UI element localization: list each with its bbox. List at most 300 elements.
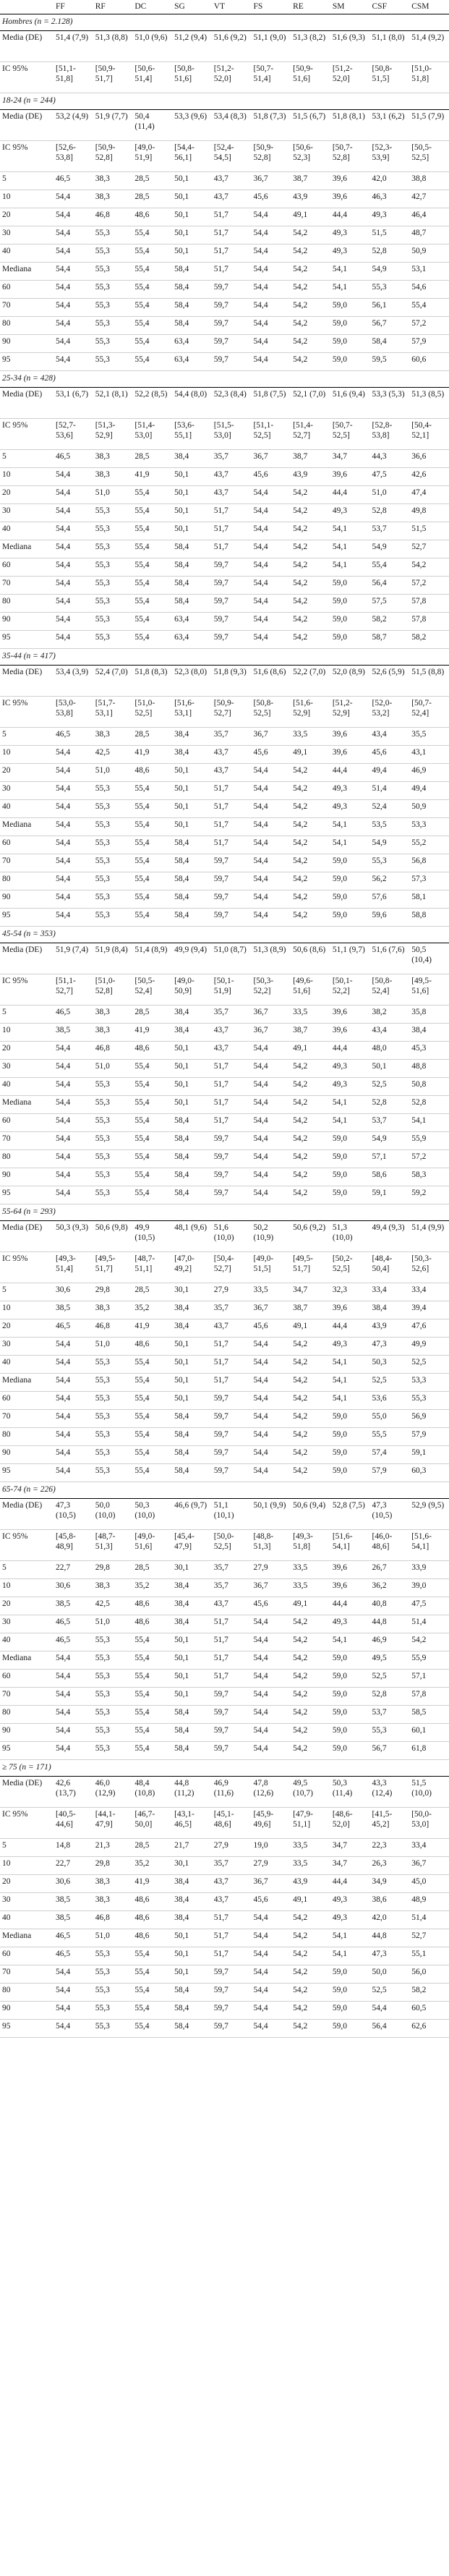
table-cell: 51,7 [212,1114,252,1132]
table-cell: 59,0 [330,1410,370,1428]
row-label: 5 [0,1839,54,1857]
table-cell: [51,1-52,5] [251,419,291,450]
table-cell: 54,2 [291,1464,330,1482]
column-header: FF [54,0,93,14]
table-cell: [51,3-52,9] [93,419,133,450]
table-cell: [50,7-51,4] [251,62,291,93]
table-cell: 54,4 [54,486,93,504]
table-cell: [50,4-52,1] [409,419,449,450]
table-cell: 59,5 [370,353,410,371]
table-row [0,419,449,450]
table-row [0,800,449,818]
table-cell: 55,4 [132,522,172,540]
table-cell: 59,7 [212,1706,252,1724]
table-cell: 51,5 (8,8) [409,666,449,697]
table-cell: 55,3 [93,226,133,245]
table-row [0,2002,449,2020]
table-cell: 46,6 (9,7) [172,1499,212,1530]
table-cell: 54,1 [330,1114,370,1132]
table-cell: 54,4 [54,1410,93,1428]
table-cell: 54,4 [54,281,93,299]
table-row [0,836,449,854]
row-label: 30 [0,1615,54,1633]
table-cell: 33,5 [291,1857,330,1875]
table-cell: 55,4 [370,558,410,577]
table-cell: [52,6-53,8] [54,141,93,172]
table-cell: 39,6 [330,746,370,764]
table-cell: [50,7-52,5] [330,419,370,450]
table-cell: 38,4 [172,728,212,746]
table-cell: 53,3 (5,3) [370,388,410,419]
table-cell: 45,3 [409,1042,449,1060]
table-cell: 33,4 [409,1283,449,1301]
table-cell: 55,4 [132,2020,172,2038]
table-cell: 55,3 [93,1356,133,1374]
table-cell: 50,6 (9,2) [291,1221,330,1252]
table-cell: 51,3 (8,8) [93,31,133,62]
table-cell: [52,0-53,2] [370,697,410,728]
table-cell: 58,4 [172,577,212,595]
table-cell: 55,4 [132,1652,172,1670]
table-cell: 54,4 [251,890,291,909]
table-cell: 47,3 (10,5) [54,1499,93,1530]
table-row [0,1319,449,1338]
table-cell: 55,3 [93,558,133,577]
table-row [0,1078,449,1096]
table-cell: 54,2 [291,317,330,335]
table-cell: 38,5 [54,1597,93,1615]
table-row [0,631,449,649]
section-title: 65-74 (n = 226) [0,1482,449,1499]
table-cell: 47,3 [370,1947,410,1965]
table-cell: 54,4 [251,1060,291,1078]
table-cell: 59,0 [330,1965,370,1984]
table-cell: 54,4 [54,577,93,595]
table-cell: 41,9 [132,1875,172,1893]
table-cell: 54,4 [251,764,291,782]
table-cell: 54,2 [291,782,330,800]
row-label: 30 [0,1060,54,1078]
table-cell: 54,4 [54,1984,93,2002]
table-row [0,1168,449,1186]
table-row [0,1114,449,1132]
table-cell: 43,9 [291,190,330,208]
table-cell: 59,2 [409,1186,449,1204]
table-cell: 56,2 [370,872,410,890]
table-cell: 55,4 [132,1965,172,1984]
table-cell: 54,4 [54,1338,93,1356]
table-cell: 59,6 [370,909,410,927]
table-cell: 42,0 [370,172,410,190]
table-cell: 63,4 [172,335,212,353]
table-cell: 55,4 [132,1392,172,1410]
table-cell: 59,0 [330,299,370,317]
table-cell: 48,6 [132,1615,172,1633]
table-cell: 51,1 (8,0) [370,31,410,62]
table-cell: 55,4 [132,1186,172,1204]
table-cell: 51,3 (8,9) [251,943,291,974]
table-cell: 49,3 [330,1615,370,1633]
table-row [0,1042,449,1060]
row-label: 80 [0,1428,54,1446]
table-cell: 28,5 [132,172,172,190]
table-cell: 54,1 [330,263,370,281]
table-cell: 57,9 [370,1464,410,1482]
table-cell: 28,5 [132,450,172,468]
table-cell: 36,7 [251,172,291,190]
table-cell: 33,5 [291,1006,330,1024]
table-cell: 30,6 [54,1579,93,1597]
table-cell: 46,0 (12,9) [93,1777,133,1808]
table-cell: 53,5 [370,818,410,836]
table-row [0,1633,449,1652]
table-cell: 58,4 [172,2020,212,2038]
table-cell: 59,7 [212,317,252,335]
table-cell: [50,2-52,5] [330,1252,370,1283]
row-label: 95 [0,1464,54,1482]
table-cell: 54,4 [54,746,93,764]
table-cell: 43,7 [212,190,252,208]
table-cell: 51,7 [212,245,252,263]
table-cell: 51,7 [212,1633,252,1652]
table-cell: 54,4 [54,468,93,486]
table-cell: 54,4 [54,1042,93,1060]
table-cell: 55,3 [93,1464,133,1482]
table-cell: 54,4 [251,1652,291,1670]
table-cell: 38,3 [93,450,133,468]
table-cell: 59,7 [212,1428,252,1446]
row-label: 95 [0,1742,54,1760]
table-cell: 50,1 [172,1929,212,1947]
table-cell: 58,4 [172,890,212,909]
table-cell: 49,9 (10,5) [132,1221,172,1252]
table-cell: 59,1 [409,1446,449,1464]
table-cell: [50,1-51,9] [212,974,252,1006]
table-cell: 54,4 [251,1929,291,1947]
table-row [0,504,449,522]
table-cell: 54,1 [330,1374,370,1392]
table-cell: 43,7 [212,1875,252,1893]
table-row [0,1724,449,1742]
table-cell: 51,5 (7,9) [409,110,449,141]
column-header: FS [251,0,291,14]
table-row [0,1561,449,1579]
table-cell: 43,1 [409,746,449,764]
table-cell: 55,4 [132,1374,172,1392]
table-cell: 52,5 [370,1670,410,1688]
table-cell: 54,2 [291,1150,330,1168]
table-row [0,558,449,577]
table-cell: 54,2 [291,1338,330,1356]
table-cell: 54,2 [291,2002,330,2020]
table-cell: 54,4 [251,1356,291,1374]
table-cell: 38,4 [172,1615,212,1633]
table-cell: 51,0 [370,486,410,504]
table-cell: 47,8 (12,6) [251,1777,291,1808]
table-cell: 51,7 [212,1338,252,1356]
table-cell: 54,4 [251,1984,291,2002]
table-cell: 55,4 [132,486,172,504]
row-label: 20 [0,764,54,782]
table-cell: 51,4 [409,1615,449,1633]
table-row [0,31,449,62]
table-cell: 59,7 [212,1392,252,1410]
table-cell: 54,2 [291,764,330,782]
row-label: Mediana [0,1096,54,1114]
table-cell: 55,9 [409,1652,449,1670]
table-cell: 50,5 (10,4) [409,943,449,974]
table-cell: 54,2 [291,263,330,281]
table-cell: 54,2 [291,226,330,245]
row-label: 60 [0,558,54,577]
table-cell: [45,8-48,9] [54,1530,93,1561]
table-cell: [51,7-53,1] [93,697,133,728]
row-label: 5 [0,450,54,468]
section-header-row [0,649,449,666]
table-cell: 38,4 [172,746,212,764]
table-row [0,1839,449,1857]
table-cell: 54,4 [54,1132,93,1150]
table-cell: 39,6 [330,1561,370,1579]
table-row [0,1808,449,1839]
table-cell: 21,7 [172,1839,212,1857]
table-cell: 59,7 [212,595,252,613]
table-cell: 54,4 [54,631,93,649]
table-row [0,728,449,746]
table-cell: 46,5 [54,1615,93,1633]
table-cell: 59,7 [212,2002,252,2020]
table-cell: 54,4 [251,1150,291,1168]
table-cell: 59,0 [330,631,370,649]
table-cell: [51,2-52,0] [212,62,252,93]
table-cell: [50,4-52,7] [212,1252,252,1283]
table-cell: 54,2 [291,800,330,818]
table-cell: 59,7 [212,281,252,299]
table-cell: 59,0 [330,1186,370,1204]
table-cell: 53,1 (6,7) [54,388,93,419]
table-cell: 49,3 [370,208,410,226]
table-cell: 46,5 [54,1929,93,1947]
row-label: IC 95% [0,697,54,728]
table-cell: 36,7 [251,1006,291,1024]
section-header-row [0,14,449,31]
table-cell: 49,4 [370,764,410,782]
table-cell: 51,6 (9,3) [330,31,370,62]
table-cell: 49,3 [330,1060,370,1078]
table-cell: 54,2 [291,854,330,872]
row-label: Mediana [0,263,54,281]
section-title: 45-54 (n = 353) [0,927,449,943]
table-cell: 58,4 [172,1984,212,2002]
table-cell: 48,6 [132,1929,172,1947]
table-cell: 51,0 [93,1060,133,1078]
table-cell: 55,4 [132,854,172,872]
column-header: SG [172,0,212,14]
section-header-row [0,371,449,388]
table-cell: 54,4 [54,558,93,577]
table-cell: 52,3 (8,4) [212,388,252,419]
table-cell: 55,3 [93,818,133,836]
table-row [0,388,449,419]
table-cell: [51,6-54,1] [330,1530,370,1561]
table-cell: 28,5 [132,1283,172,1301]
table-cell: 52,6 (5,9) [370,666,410,697]
table-cell: 55,4 [132,836,172,854]
table-row [0,595,449,613]
table-cell: 54,2 [291,486,330,504]
row-label: IC 95% [0,974,54,1006]
table-cell: 44,8 [370,1615,410,1633]
table-cell: 54,9 [370,1132,410,1150]
table-row [0,1006,449,1024]
table-cell: 52,9 (9,5) [409,1499,449,1530]
table-cell: 54,2 [291,1706,330,1724]
table-row [0,226,449,245]
table-row [0,335,449,353]
table-cell: 55,3 [93,1114,133,1132]
table-cell: 59,7 [212,1984,252,2002]
table-cell: 57,6 [370,890,410,909]
table-cell: 54,9 [370,263,410,281]
table-cell: [50,9-52,8] [93,141,133,172]
table-cell: 58,4 [172,1446,212,1464]
table-cell: 44,4 [330,208,370,226]
table-cell: [50,0-53,0] [409,1808,449,1839]
table-cell: 44,4 [330,486,370,504]
table-cell: 54,4 [54,522,93,540]
table-cell: 55,4 [132,558,172,577]
table-cell: 50,1 [172,782,212,800]
table-cell: 55,4 [132,353,172,371]
table-cell: 55,3 [409,1392,449,1410]
table-cell: 55,3 [93,245,133,263]
row-label: Mediana [0,540,54,558]
table-cell: 28,5 [132,1839,172,1857]
table-cell: 55,4 [132,1688,172,1706]
table-cell: 50,6 (9,4) [291,1499,330,1530]
table-cell: [48,4-50,4] [370,1252,410,1283]
table-cell: 43,3 (12,4) [370,1777,410,1808]
table-cell: 54,2 [291,1356,330,1374]
table-cell: 43,9 [291,468,330,486]
table-row [0,1024,449,1042]
table-cell: 55,3 [93,540,133,558]
table-cell: 58,4 [172,1706,212,1724]
table-cell: 54,4 [54,190,93,208]
table-cell: 54,4 [54,1724,93,1742]
row-label: 95 [0,1186,54,1204]
table-cell: 38,4 [172,450,212,468]
table-cell: 44,3 [370,450,410,468]
table-cell: 38,3 [93,1006,133,1024]
table-cell: 51,7 [212,1670,252,1688]
table-cell: 41,9 [132,1024,172,1042]
table-row [0,486,449,504]
table-cell: 52,8 [370,1096,410,1114]
table-cell: 35,2 [132,1301,172,1319]
table-cell: 53,4 (8,3) [212,110,252,141]
table-cell: 54,4 [54,2002,93,2020]
table-cell: 43,7 [212,1893,252,1911]
table-row [0,1579,449,1597]
table-cell: 54,4 [251,909,291,927]
table-cell: 44,4 [330,1597,370,1615]
table-cell: 22,7 [54,1857,93,1875]
table-cell: 54,4 [54,1356,93,1374]
table-cell: [41,5-45,2] [370,1808,410,1839]
table-cell: 26,3 [370,1857,410,1875]
table-cell: 58,4 [370,335,410,353]
table-cell: 58,2 [409,631,449,649]
table-cell: 54,2 [291,1078,330,1096]
table-cell: 59,7 [212,1168,252,1186]
table-cell: 60,6 [409,353,449,371]
table-cell: 53,3 [409,1374,449,1392]
table-cell: 59,7 [212,2020,252,2038]
table-cell: 51,6 (7,6) [370,943,410,974]
table-cell: 54,2 [291,1446,330,1464]
table-cell: 46,4 [409,208,449,226]
table-cell: 54,4 [251,818,291,836]
table-cell: 54,4 [54,1446,93,1464]
table-cell: 54,4 [54,208,93,226]
table-cell: 54,4 [54,1060,93,1078]
table-cell: 51,7 [212,504,252,522]
row-label: 90 [0,335,54,353]
table-cell: 55,0 [370,1410,410,1428]
table-cell: 57,3 [409,872,449,890]
table-cell: 43,7 [212,486,252,504]
table-cell: 30,1 [172,1857,212,1875]
table-row [0,1410,449,1428]
table-cell: 50,3 (10,0) [132,1499,172,1530]
table-cell: 44,8 (11,2) [172,1777,212,1808]
table-cell: 59,0 [330,1464,370,1482]
table-cell: 55,4 [132,890,172,909]
table-cell: [49,5-51,7] [93,1252,133,1283]
table-cell: [50,3-52,6] [409,1252,449,1283]
table-cell: 51,4 (7,9) [54,31,93,62]
table-cell: 54,4 [54,263,93,281]
table-row [0,1499,449,1530]
table-cell: 59,7 [212,1186,252,1204]
table-cell: [50,8-51,6] [172,62,212,93]
row-label: 80 [0,872,54,890]
table-cell: 57,4 [370,1446,410,1464]
table-cell: 54,2 [291,353,330,371]
table-row [0,1374,449,1392]
table-cell: 44,4 [330,1319,370,1338]
table-cell: 55,3 [93,353,133,371]
table-cell: 50,6 (8,6) [291,943,330,974]
table-cell: [43,1-46,5] [172,1808,212,1839]
table-cell: 54,2 [291,836,330,854]
table-cell: 38,5 [54,1301,93,1319]
table-cell: 59,0 [330,2020,370,2038]
table-cell: 54,2 [291,872,330,890]
table-cell: 54,2 [291,577,330,595]
table-cell: [54,4-56,1] [172,141,212,172]
table-cell: 50,2 (10,9) [251,1221,291,1252]
table-cell: 51,9 (7,4) [54,943,93,974]
row-label: 70 [0,854,54,872]
table-cell: 51,8 (9,3) [212,666,252,697]
table-cell: 28,5 [132,728,172,746]
table-cell: 54,2 [291,1984,330,2002]
table-cell: 55,3 [93,299,133,317]
table-cell: 58,3 [409,1168,449,1186]
table-cell: 54,4 [54,1965,93,1984]
